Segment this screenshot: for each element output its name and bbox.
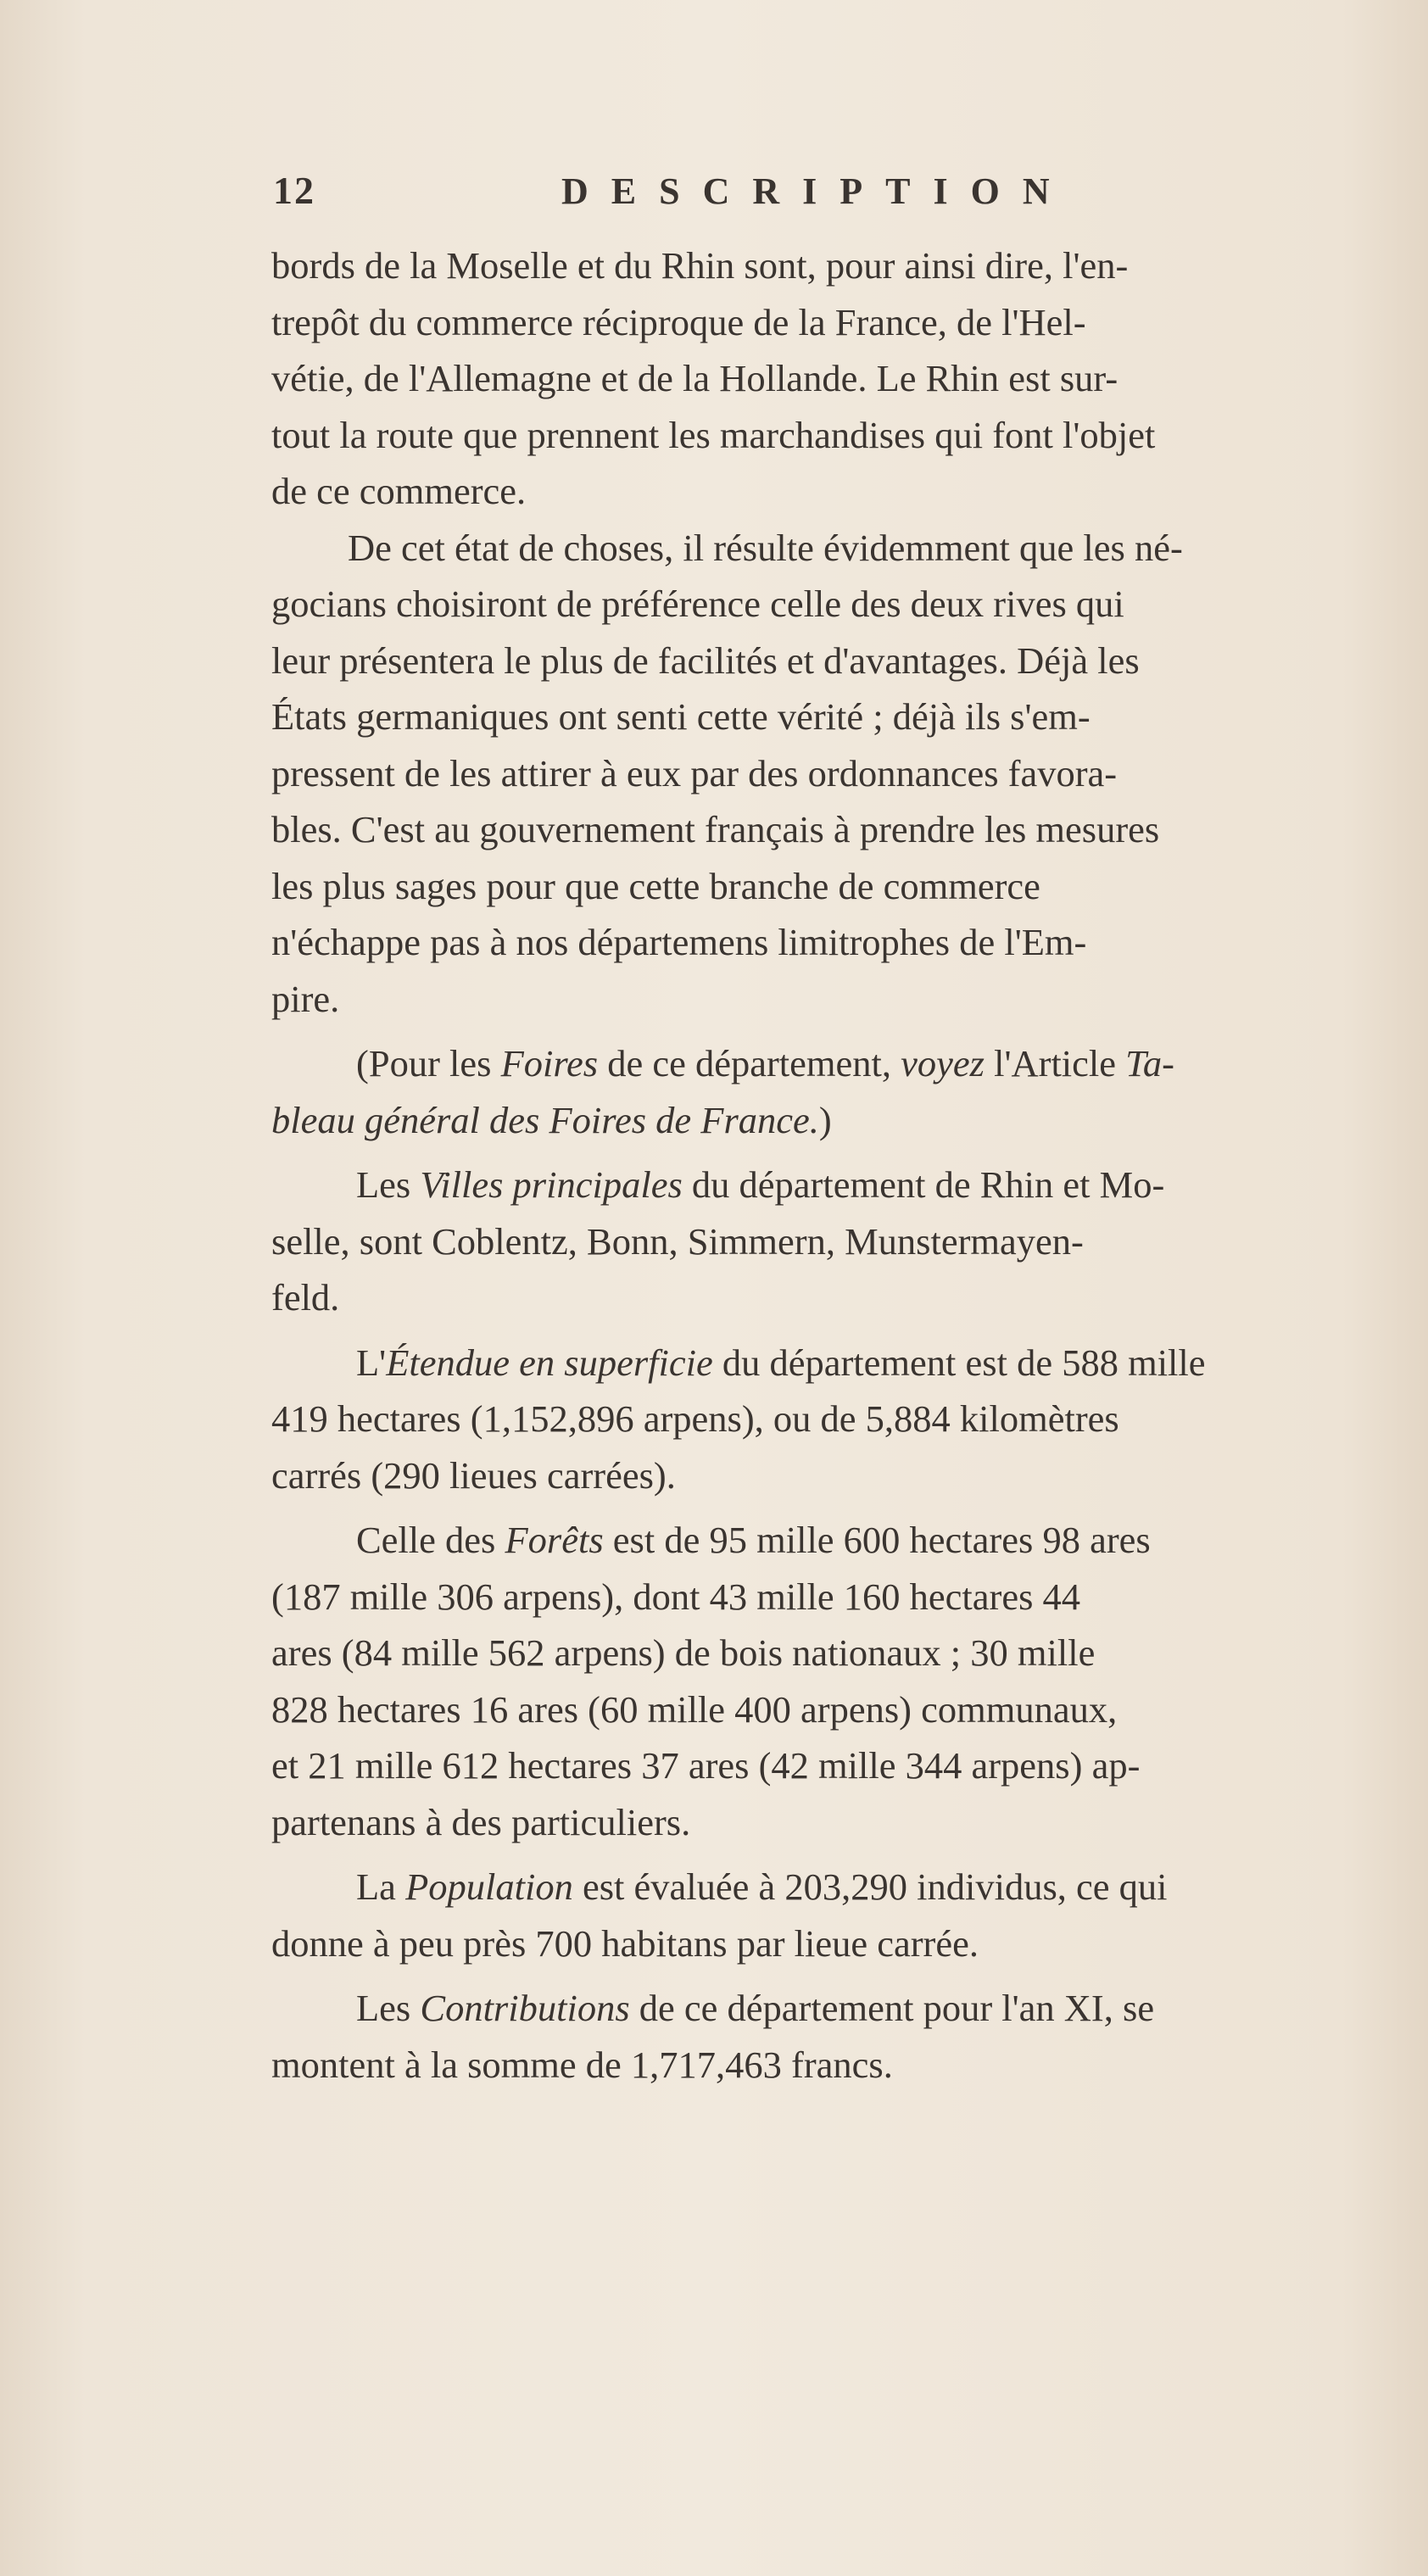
text-run: Celle des xyxy=(356,1519,505,1561)
text-line xyxy=(271,1859,1399,1915)
text-line: les plus sages pour que cette branche de commerce xyxy=(271,864,1040,907)
italic-run: Ta- xyxy=(1125,1042,1174,1084)
italic-run: Population xyxy=(405,1865,573,1908)
text-run: est de 95 mille 600 hectares 98 ares xyxy=(603,1519,1151,1561)
paragraph-foires xyxy=(271,1035,1399,1148)
paragraph-commerce xyxy=(271,520,1399,1028)
paragraph-etendue xyxy=(271,1335,1399,1504)
paragraph-villes xyxy=(271,1157,1399,1326)
text-line: pire. xyxy=(271,977,340,1020)
text-run: de ce département pour l'an XI, se xyxy=(629,1987,1155,2029)
text-line: feld. xyxy=(271,1276,340,1319)
page-number: 12 xyxy=(273,169,315,212)
text-line xyxy=(271,1512,1399,1569)
running-head: DESCRIPTION xyxy=(561,170,1073,212)
text-run: ) xyxy=(818,1098,832,1141)
page-header xyxy=(273,168,1163,219)
text-line: carrés (290 lieues carrées). xyxy=(271,1453,676,1497)
text-run: L' xyxy=(356,1341,387,1384)
text-run: du département de Rhin et Mo- xyxy=(682,1163,1165,1206)
text-line: partenans à des particuliers. xyxy=(271,1800,691,1843)
italic-run: Contributions xyxy=(420,1987,630,2029)
text-line: gocians choisiront de préférence celle des deux rives qui xyxy=(271,583,1124,625)
text-run: est évaluée à 203,290 individus, ce qui xyxy=(572,1865,1168,1908)
paragraph-forets xyxy=(271,1512,1399,1850)
text-line: (187 mille 306 arpens), dont 43 mille 160 hectares 44 xyxy=(271,1575,1081,1618)
text-line: selle, sont Coblentz, Bonn, Simmern, Munstermayen- xyxy=(271,1219,1084,1263)
text-line: tout la route que prennent les marchandises qui font l'objet xyxy=(271,413,1156,456)
text-run: l'Article xyxy=(984,1042,1126,1084)
text-line: leur présentera le plus de facilités et d'avantages. Déjà les xyxy=(271,638,1140,682)
italic-run: Étendue en superficie xyxy=(386,1341,713,1384)
text-line xyxy=(271,1980,1399,2037)
text-line xyxy=(271,1157,1399,1213)
text-run: de ce département, xyxy=(598,1042,901,1084)
text-line: ares (84 mille 562 arpens) de bois nationaux ; 30 mille xyxy=(271,1631,1096,1674)
paragraph-trade-routes xyxy=(271,237,1399,520)
text-run: (Pour les xyxy=(356,1042,501,1084)
text-line: bles. C'est au gouvernement français à prendre les mesures xyxy=(271,808,1160,850)
text-run: Les xyxy=(356,1163,421,1206)
text-line: n'échappe pas à nos départemens limitrophes de l'Em- xyxy=(271,921,1087,963)
text-run: Les xyxy=(356,1987,421,2029)
paragraph-contributions xyxy=(271,1980,1399,2093)
text-line: États germaniques ont senti cette vérité ; déjà ils s'em- xyxy=(271,695,1091,738)
text-line xyxy=(271,1335,1399,1391)
paragraph-population xyxy=(271,1859,1399,1971)
text-line: de ce commerce. xyxy=(271,470,527,512)
body-text xyxy=(271,237,1399,2093)
italic-run: Forêts xyxy=(505,1519,604,1561)
text-line: montent à la somme de 1,717,463 francs. xyxy=(271,2043,893,2086)
text-line: 419 hectares (1,152,896 arpens), ou de 5,884 kilomètres xyxy=(271,1397,1119,1440)
text-line: trepôt du commerce réciproque de la France, de l'Hel- xyxy=(271,300,1086,343)
italic-run: Villes principales xyxy=(420,1163,683,1206)
text-line xyxy=(271,1092,1399,1149)
text-line: et 21 mille 612 hectares 37 ares (42 mille 344 arpens) ap- xyxy=(271,1744,1141,1787)
text-line: De cet état de choses, il résulte évidemment que les né- xyxy=(348,526,1183,569)
text-line: donne à peu près 700 habitans par lieue carrée. xyxy=(271,1921,979,1965)
text-line: 828 hectares 16 ares (60 mille 400 arpens) communaux, xyxy=(271,1687,1118,1731)
italic-run: Foires xyxy=(500,1042,599,1084)
text-run: du département est de 588 mille xyxy=(712,1341,1206,1384)
italic-run: voyez xyxy=(901,1042,985,1084)
text-line: pressent de les attirer à eux par des ordonnances favora- xyxy=(271,751,1118,795)
text-run: La xyxy=(356,1865,406,1908)
text-line xyxy=(271,1035,1399,1092)
italic-run: bleau général des Foires de France. xyxy=(271,1098,819,1141)
text-line: vétie, de l'Allemagne et de la Hollande. Le Rhin est sur- xyxy=(271,357,1118,399)
text-line: bords de la Moselle et du Rhin sont, pour ainsi dire, l'en- xyxy=(271,244,1129,287)
